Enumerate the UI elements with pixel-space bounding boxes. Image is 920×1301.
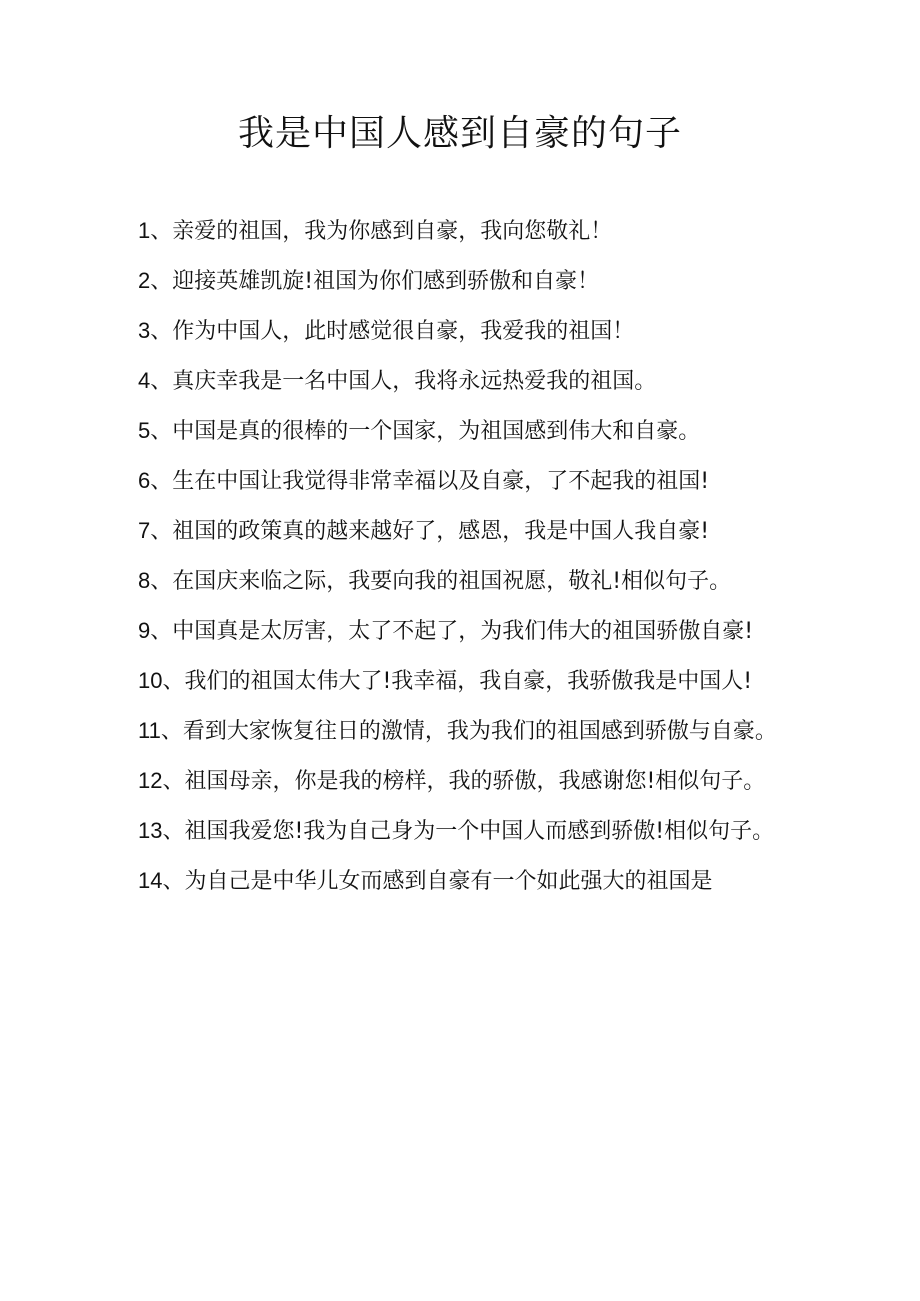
item-number: 13 (138, 818, 163, 843)
item-number: 9 (138, 618, 151, 643)
item-number: 10 (138, 668, 163, 693)
item-number: 11 (138, 718, 161, 743)
item-text: 、祖国母亲，你是我的榜样，我的骄傲，我感谢您!相似句子。 (162, 769, 766, 794)
item-number: 14 (138, 868, 163, 893)
list-item (138, 806, 798, 856)
list-item (138, 456, 798, 506)
item-number: 5 (138, 418, 151, 443)
item-text: 、为自己是中华儿女而感到自豪有一个如此强大的祖国是 (162, 869, 713, 894)
item-number: 8 (138, 568, 151, 593)
list-item (138, 206, 798, 256)
document-title: 我是中国人感到自豪的句子 (237, 113, 682, 154)
item-number: 12 (138, 768, 163, 793)
sentence-list (138, 206, 798, 906)
item-text: 、迎接英雄凯旋!祖国为你们感到骄傲和自豪！ (150, 269, 600, 294)
item-text: 、作为中国人，此时感觉很自豪，我爱我的祖国！ (150, 319, 635, 344)
item-text: 、中国是真的很棒的一个国家，为祖国感到伟大和自豪。 (150, 419, 701, 444)
list-item (138, 506, 798, 556)
item-text: 、祖国的政策真的越来越好了，感恩，我是中国人我自豪! (150, 519, 710, 544)
list-item (138, 256, 798, 306)
list-item (138, 306, 798, 356)
list-item (138, 756, 798, 806)
item-text: 、祖国我爱您!我为自己身为一个中国人而感到骄傲!相似句子。 (162, 819, 775, 844)
item-number: 4 (138, 368, 151, 393)
item-text: 、中国真是太厉害，太了不起了，为我们伟大的祖国骄傲自豪! (150, 619, 754, 644)
item-text: 、亲爱的祖国，我为你感到自豪，我向您敬礼！ (150, 219, 613, 244)
item-text: 、在国庆来临之际，我要向我的祖国祝愿，敬礼!相似句子。 (150, 569, 732, 594)
item-text: 、我们的祖国太伟大了!我幸福，我自豪，我骄傲我是中国人! (162, 669, 753, 694)
item-number: 1 (138, 218, 151, 243)
item-number: 3 (138, 318, 151, 343)
item-number: 6 (138, 468, 151, 493)
item-text: 、生在中国让我觉得非常幸福以及自豪，了不起我的祖国! (150, 469, 710, 494)
item-text: 、真庆幸我是一名中国人，我将永远热爱我的祖国。 (150, 369, 657, 394)
item-number: 7 (138, 518, 151, 543)
list-item (138, 406, 798, 456)
list-item (138, 556, 798, 606)
item-number: 2 (138, 268, 151, 293)
list-item (138, 706, 798, 756)
list-item (138, 606, 798, 656)
item-text: 、看到大家恢复往日的激情，我为我们的祖国感到骄傲与自豪。 (160, 719, 777, 744)
list-item (138, 856, 798, 906)
list-item (138, 356, 798, 406)
list-item (138, 656, 798, 706)
